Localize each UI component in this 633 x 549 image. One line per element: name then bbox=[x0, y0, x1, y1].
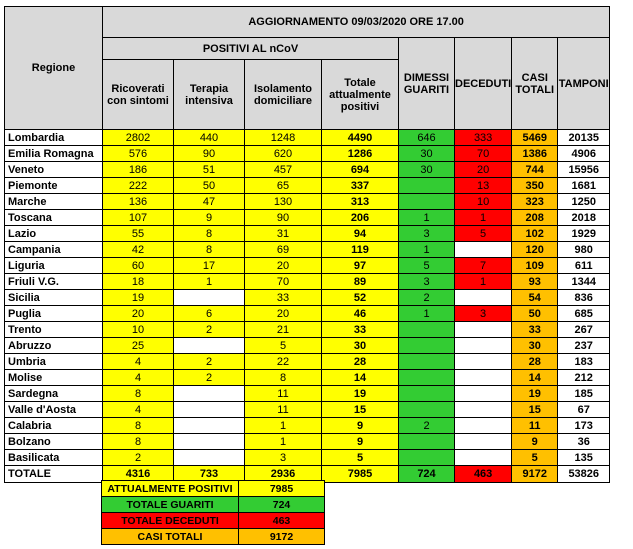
totale-positivi-cell: 15 bbox=[322, 402, 399, 418]
totale-positivi-cell: 97 bbox=[322, 258, 399, 274]
totale-positivi-cell: 89 bbox=[322, 274, 399, 290]
guariti-cell bbox=[399, 370, 455, 386]
guariti-cell bbox=[399, 450, 455, 466]
deceduti-cell: 70 bbox=[455, 146, 512, 162]
isolamento-cell: 70 bbox=[245, 274, 322, 290]
summary-value: 7985 bbox=[239, 481, 325, 497]
terapia-cell bbox=[174, 290, 245, 306]
isolamento-cell: 65 bbox=[245, 178, 322, 194]
guariti-cell bbox=[399, 354, 455, 370]
table-row bbox=[5, 402, 610, 418]
isolamento-cell: 5 bbox=[245, 338, 322, 354]
tamponi-cell: 237 bbox=[558, 338, 610, 354]
ricoverati-cell: 4 bbox=[103, 354, 174, 370]
region-cell: Calabria bbox=[5, 418, 103, 434]
casi-totali-cell: 19 bbox=[512, 386, 558, 402]
region-cell: Molise bbox=[5, 370, 103, 386]
totals-iso-cell: 2936 bbox=[245, 466, 322, 483]
guariti-cell: 2 bbox=[399, 290, 455, 306]
guariti-cell: 646 bbox=[399, 130, 455, 146]
tamponi-cell: 267 bbox=[558, 322, 610, 338]
ricoverati-cell: 107 bbox=[103, 210, 174, 226]
isolamento-cell: 20 bbox=[245, 258, 322, 274]
tamponi-cell: 15956 bbox=[558, 162, 610, 178]
isolamento-cell: 22 bbox=[245, 354, 322, 370]
guariti-cell: 5 bbox=[399, 258, 455, 274]
region-cell: Sardegna bbox=[5, 386, 103, 402]
casi-totali-cell: 11 bbox=[512, 418, 558, 434]
casi-totali-cell: 33 bbox=[512, 322, 558, 338]
deceduti-cell: 7 bbox=[455, 258, 512, 274]
table-row bbox=[5, 434, 610, 450]
summary-label: ATTUALMENTE POSITIVI bbox=[102, 481, 239, 497]
region-cell: Piemonte bbox=[5, 178, 103, 194]
isolamento-cell: 1248 bbox=[245, 130, 322, 146]
ricoverati-cell: 222 bbox=[103, 178, 174, 194]
deceduti-cell bbox=[455, 354, 512, 370]
region-cell: Valle d'Aosta bbox=[5, 402, 103, 418]
totale-positivi-cell: 4490 bbox=[322, 130, 399, 146]
terapia-cell: 2 bbox=[174, 322, 245, 338]
ricoverati-cell: 186 bbox=[103, 162, 174, 178]
ricoverati-cell: 2802 bbox=[103, 130, 174, 146]
table-row bbox=[5, 226, 610, 242]
table-body bbox=[5, 130, 610, 483]
summary-row bbox=[102, 513, 325, 529]
deceduti-cell: 20 bbox=[455, 162, 512, 178]
region-cell: Trento bbox=[5, 322, 103, 338]
terapia-cell: 8 bbox=[174, 226, 245, 242]
tamponi-cell: 20135 bbox=[558, 130, 610, 146]
table-row bbox=[5, 242, 610, 258]
header-deceduti: DECEDUTI bbox=[455, 38, 512, 130]
terapia-cell bbox=[174, 434, 245, 450]
terapia-cell: 17 bbox=[174, 258, 245, 274]
region-cell: Abruzzo bbox=[5, 338, 103, 354]
totale-positivi-cell: 30 bbox=[322, 338, 399, 354]
header-update: AGGIORNAMENTO 09/03/2020 ORE 17.00 bbox=[103, 7, 610, 38]
terapia-cell: 2 bbox=[174, 370, 245, 386]
header-isolamento: Isolamento domiciliare bbox=[245, 60, 322, 130]
table-row bbox=[5, 386, 610, 402]
tamponi-cell: 980 bbox=[558, 242, 610, 258]
totals-dim-cell: 724 bbox=[399, 466, 455, 483]
table-row bbox=[5, 178, 610, 194]
deceduti-cell bbox=[455, 450, 512, 466]
tamponi-cell: 1681 bbox=[558, 178, 610, 194]
ricoverati-cell: 4 bbox=[103, 402, 174, 418]
totals-ter-cell: 733 bbox=[174, 466, 245, 483]
ricoverati-cell: 10 bbox=[103, 322, 174, 338]
summary-row bbox=[102, 481, 325, 497]
isolamento-cell: 3 bbox=[245, 450, 322, 466]
guariti-cell bbox=[399, 194, 455, 210]
guariti-cell bbox=[399, 322, 455, 338]
tamponi-cell: 1929 bbox=[558, 226, 610, 242]
summary-value: 9172 bbox=[239, 529, 325, 545]
terapia-cell bbox=[174, 450, 245, 466]
terapia-cell: 50 bbox=[174, 178, 245, 194]
terapia-cell: 47 bbox=[174, 194, 245, 210]
totale-positivi-cell: 337 bbox=[322, 178, 399, 194]
deceduti-cell bbox=[455, 370, 512, 386]
totale-positivi-cell: 1286 bbox=[322, 146, 399, 162]
guariti-cell bbox=[399, 434, 455, 450]
summary-row bbox=[102, 497, 325, 513]
isolamento-cell: 1 bbox=[245, 434, 322, 450]
tamponi-cell: 4906 bbox=[558, 146, 610, 162]
tamponi-cell: 1250 bbox=[558, 194, 610, 210]
terapia-cell: 9 bbox=[174, 210, 245, 226]
deceduti-cell: 1 bbox=[455, 274, 512, 290]
terapia-cell: 440 bbox=[174, 130, 245, 146]
casi-totali-cell: 50 bbox=[512, 306, 558, 322]
tamponi-cell: 685 bbox=[558, 306, 610, 322]
deceduti-cell bbox=[455, 434, 512, 450]
totals-tamp-cell: 53826 bbox=[558, 466, 610, 483]
deceduti-cell: 333 bbox=[455, 130, 512, 146]
guariti-cell: 30 bbox=[399, 162, 455, 178]
totals-dec-cell: 463 bbox=[455, 466, 512, 483]
ricoverati-cell: 60 bbox=[103, 258, 174, 274]
casi-totali-cell: 93 bbox=[512, 274, 558, 290]
summary-label: CASI TOTALI bbox=[102, 529, 239, 545]
table-row bbox=[5, 162, 610, 178]
totale-positivi-cell: 33 bbox=[322, 322, 399, 338]
summary-value: 724 bbox=[239, 497, 325, 513]
terapia-cell: 8 bbox=[174, 242, 245, 258]
summary-table bbox=[101, 480, 325, 545]
deceduti-cell bbox=[455, 402, 512, 418]
ricoverati-cell: 18 bbox=[103, 274, 174, 290]
table-row bbox=[5, 418, 610, 434]
tamponi-cell: 212 bbox=[558, 370, 610, 386]
guariti-cell: 2 bbox=[399, 418, 455, 434]
ricoverati-cell: 8 bbox=[103, 434, 174, 450]
terapia-cell bbox=[174, 338, 245, 354]
casi-totali-cell: 5469 bbox=[512, 130, 558, 146]
isolamento-cell: 90 bbox=[245, 210, 322, 226]
header-ricoverati: Ricoverati con sintomi bbox=[103, 60, 174, 130]
terapia-cell: 6 bbox=[174, 306, 245, 322]
casi-totali-cell: 9 bbox=[512, 434, 558, 450]
header-positivi: POSITIVI AL nCoV bbox=[103, 38, 399, 60]
table-row bbox=[5, 450, 610, 466]
totale-positivi-cell: 119 bbox=[322, 242, 399, 258]
totale-positivi-cell: 206 bbox=[322, 210, 399, 226]
region-cell: Sicilia bbox=[5, 290, 103, 306]
deceduti-cell: 13 bbox=[455, 178, 512, 194]
tamponi-cell: 173 bbox=[558, 418, 610, 434]
summary-value: 463 bbox=[239, 513, 325, 529]
totale-positivi-cell: 5 bbox=[322, 450, 399, 466]
ricoverati-cell: 55 bbox=[103, 226, 174, 242]
casi-totali-cell: 323 bbox=[512, 194, 558, 210]
tamponi-cell: 611 bbox=[558, 258, 610, 274]
tamponi-cell: 2018 bbox=[558, 210, 610, 226]
deceduti-cell bbox=[455, 418, 512, 434]
casi-totali-cell: 15 bbox=[512, 402, 558, 418]
tamponi-cell: 1344 bbox=[558, 274, 610, 290]
region-cell: Campania bbox=[5, 242, 103, 258]
ricoverati-cell: 136 bbox=[103, 194, 174, 210]
region-cell: Liguria bbox=[5, 258, 103, 274]
region-cell: Friuli V.G. bbox=[5, 274, 103, 290]
summary-label: TOTALE GUARITI bbox=[102, 497, 239, 513]
guariti-cell bbox=[399, 178, 455, 194]
table-row bbox=[5, 338, 610, 354]
isolamento-cell: 31 bbox=[245, 226, 322, 242]
deceduti-cell bbox=[455, 338, 512, 354]
region-cell: Lazio bbox=[5, 226, 103, 242]
table-row bbox=[5, 194, 610, 210]
guariti-cell bbox=[399, 386, 455, 402]
covid-regional-table bbox=[4, 6, 610, 483]
casi-totali-cell: 1386 bbox=[512, 146, 558, 162]
totale-positivi-cell: 28 bbox=[322, 354, 399, 370]
isolamento-cell: 20 bbox=[245, 306, 322, 322]
ricoverati-cell: 25 bbox=[103, 338, 174, 354]
totale-positivi-cell: 313 bbox=[322, 194, 399, 210]
totals-ric-cell: 4316 bbox=[103, 466, 174, 483]
casi-totali-cell: 5 bbox=[512, 450, 558, 466]
table-row bbox=[5, 210, 610, 226]
deceduti-cell bbox=[455, 242, 512, 258]
isolamento-cell: 1 bbox=[245, 418, 322, 434]
terapia-cell bbox=[174, 402, 245, 418]
terapia-cell: 90 bbox=[174, 146, 245, 162]
terapia-cell bbox=[174, 386, 245, 402]
isolamento-cell: 21 bbox=[245, 322, 322, 338]
casi-totali-cell: 208 bbox=[512, 210, 558, 226]
isolamento-cell: 69 bbox=[245, 242, 322, 258]
totale-positivi-cell: 694 bbox=[322, 162, 399, 178]
region-cell: Marche bbox=[5, 194, 103, 210]
table-row bbox=[5, 354, 610, 370]
isolamento-cell: 33 bbox=[245, 290, 322, 306]
casi-totali-cell: 102 bbox=[512, 226, 558, 242]
tamponi-cell: 836 bbox=[558, 290, 610, 306]
ricoverati-cell: 8 bbox=[103, 386, 174, 402]
isolamento-cell: 457 bbox=[245, 162, 322, 178]
region-cell: Puglia bbox=[5, 306, 103, 322]
region-cell: Lombardia bbox=[5, 130, 103, 146]
summary-label: TOTALE DECEDUTI bbox=[102, 513, 239, 529]
terapia-cell bbox=[174, 418, 245, 434]
header-terapia: Terapia intensiva bbox=[174, 60, 245, 130]
table-row bbox=[5, 322, 610, 338]
summary-row bbox=[102, 529, 325, 545]
ricoverati-cell: 4 bbox=[103, 370, 174, 386]
totale-positivi-cell: 94 bbox=[322, 226, 399, 242]
region-cell: Basilicata bbox=[5, 450, 103, 466]
terapia-cell: 2 bbox=[174, 354, 245, 370]
casi-totali-cell: 28 bbox=[512, 354, 558, 370]
isolamento-cell: 11 bbox=[245, 402, 322, 418]
ricoverati-cell: 576 bbox=[103, 146, 174, 162]
totale-positivi-cell: 9 bbox=[322, 434, 399, 450]
isolamento-cell: 11 bbox=[245, 386, 322, 402]
ricoverati-cell: 19 bbox=[103, 290, 174, 306]
terapia-cell: 51 bbox=[174, 162, 245, 178]
guariti-cell: 30 bbox=[399, 146, 455, 162]
isolamento-cell: 8 bbox=[245, 370, 322, 386]
casi-totali-cell: 54 bbox=[512, 290, 558, 306]
totale-positivi-cell: 19 bbox=[322, 386, 399, 402]
deceduti-cell: 10 bbox=[455, 194, 512, 210]
deceduti-cell: 3 bbox=[455, 306, 512, 322]
guariti-cell: 1 bbox=[399, 242, 455, 258]
tamponi-cell: 185 bbox=[558, 386, 610, 402]
region-cell: Veneto bbox=[5, 162, 103, 178]
deceduti-cell: 1 bbox=[455, 210, 512, 226]
deceduti-cell: 5 bbox=[455, 226, 512, 242]
isolamento-cell: 620 bbox=[245, 146, 322, 162]
guariti-cell: 3 bbox=[399, 274, 455, 290]
ricoverati-cell: 42 bbox=[103, 242, 174, 258]
casi-totali-cell: 109 bbox=[512, 258, 558, 274]
deceduti-cell bbox=[455, 290, 512, 306]
totals-tot-cell: 7985 bbox=[322, 466, 399, 483]
ricoverati-cell: 20 bbox=[103, 306, 174, 322]
terapia-cell: 1 bbox=[174, 274, 245, 290]
region-cell: Toscana bbox=[5, 210, 103, 226]
casi-totali-cell: 350 bbox=[512, 178, 558, 194]
ricoverati-cell: 8 bbox=[103, 418, 174, 434]
table-row bbox=[5, 258, 610, 274]
table-row bbox=[5, 370, 610, 386]
region-cell: Umbria bbox=[5, 354, 103, 370]
deceduti-cell bbox=[455, 322, 512, 338]
guariti-cell: 1 bbox=[399, 306, 455, 322]
isolamento-cell: 130 bbox=[245, 194, 322, 210]
totals-casi-cell: 9172 bbox=[512, 466, 558, 483]
ricoverati-cell: 2 bbox=[103, 450, 174, 466]
header-regione: Regione bbox=[5, 7, 103, 130]
header-totale-positivi: Totale attualmente positivi bbox=[322, 60, 399, 130]
guariti-cell: 1 bbox=[399, 210, 455, 226]
header-casi: CASI TOTALI bbox=[512, 38, 558, 130]
table-row bbox=[5, 146, 610, 162]
tamponi-cell: 36 bbox=[558, 434, 610, 450]
table-row bbox=[5, 306, 610, 322]
guariti-cell bbox=[399, 338, 455, 354]
totale-positivi-cell: 14 bbox=[322, 370, 399, 386]
totale-positivi-cell: 9 bbox=[322, 418, 399, 434]
tamponi-cell: 183 bbox=[558, 354, 610, 370]
totals-label: TOTALE bbox=[5, 466, 103, 483]
tamponi-cell: 67 bbox=[558, 402, 610, 418]
guariti-cell bbox=[399, 402, 455, 418]
region-cell: Bolzano bbox=[5, 434, 103, 450]
casi-totali-cell: 14 bbox=[512, 370, 558, 386]
guariti-cell: 3 bbox=[399, 226, 455, 242]
header-dimessi: DIMESSI GUARITI bbox=[399, 38, 455, 130]
table-row bbox=[5, 130, 610, 146]
casi-totali-cell: 120 bbox=[512, 242, 558, 258]
header-tamponi: TAMPONI bbox=[558, 38, 610, 130]
region-cell: Emilia Romagna bbox=[5, 146, 103, 162]
table-row bbox=[5, 290, 610, 306]
casi-totali-cell: 30 bbox=[512, 338, 558, 354]
tamponi-cell: 135 bbox=[558, 450, 610, 466]
table-row bbox=[5, 274, 610, 290]
casi-totali-cell: 744 bbox=[512, 162, 558, 178]
totale-positivi-cell: 52 bbox=[322, 290, 399, 306]
deceduti-cell bbox=[455, 386, 512, 402]
totale-positivi-cell: 46 bbox=[322, 306, 399, 322]
